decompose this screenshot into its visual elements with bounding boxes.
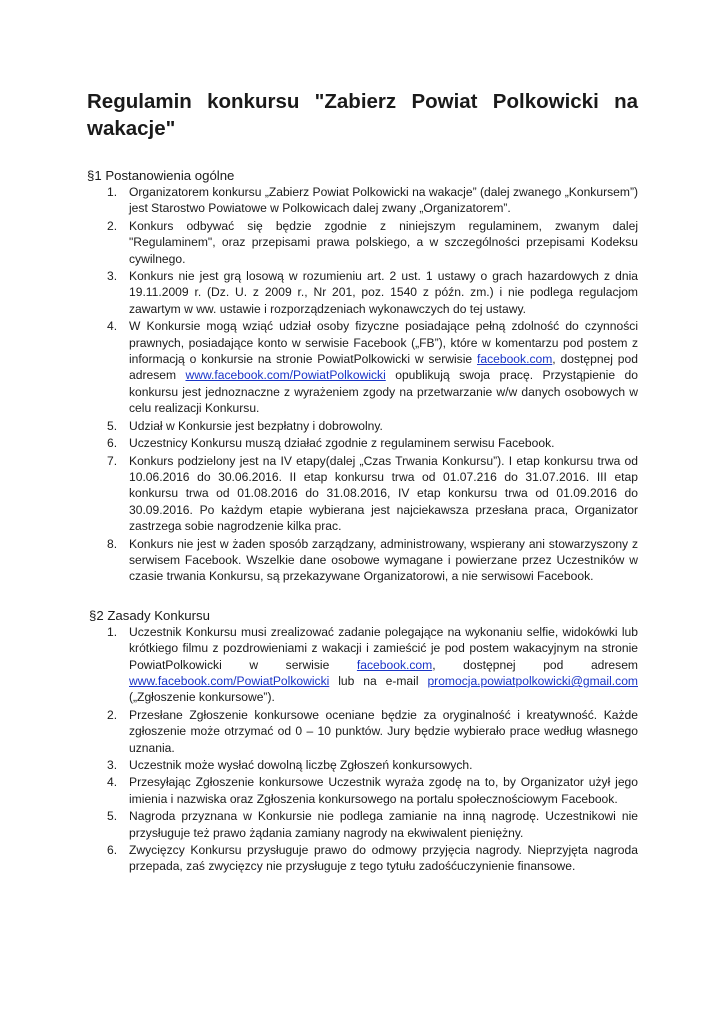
item-text-part: Uczestnik Konkursu musi zrealizować zadanie polegające na wykonaniu selfie, widokówki lub krótkiego filmu z pozdrowieniami z wakacji i zamieścić je pod postem wakacyjnym na stronie PowiatPolkowicki w serwisie — [129, 624, 638, 672]
item-text: Nagroda przyznana w Konkursie nie podlega zamianie na inną nagrodę. Uczestnikowi nie przysługuje też prawo żądania zamiany nagrody na ekwiwalent pieniężny. — [129, 809, 638, 840]
item-text-part: , dostępnej pod adresem — [129, 352, 638, 383]
item-text-part: lub na e-mail — [329, 673, 428, 688]
item-number: 5. — [107, 809, 118, 824]
facebook-page-link[interactable]: www.facebook.com/PowiatPolkowicki — [185, 368, 386, 383]
item-text: Uczestnicy Konkursu muszą działać zgodnie z regulaminem serwisu Facebook. — [129, 436, 555, 451]
item-number: 5. — [107, 418, 118, 433]
list-item — [87, 624, 638, 706]
list-item — [87, 453, 638, 535]
list-item — [87, 757, 638, 773]
item-text: Konkurs odbywać się będzie zgodnie z niniejszym regulaminem, zwanym dalej "Regulaminem", oraz przepisami prawa polskiego, a w szczególności przepisami Kodeksu cywilnego. — [129, 218, 638, 266]
item-text: Przesłane Zgłoszenie konkursowe oceniane będzie za oryginalność i kreatywność. Każde zgłoszenie może otrzymać od 0 – 10 punktów. Jury będzie wybierało prace według własnego uznania. — [129, 707, 638, 755]
item-text: Konkurs podzielony jest na IV etapy(dalej „Czas Trwania Konkursu”). I etap konkursu trwa od 10.06.2016 do 30.06.2016. II etap konkursu trwa od 01.07.216 do 31.07.2016. III etap konkursu trwa od 01.08.2016 do 31.08.2016, IV etap konkursu trwa od 01.09.2016 do 30.09.2016. Po każdym etapie wybierana jest najciekawsza przesłana praca, Organizator zastrzega sobie nagrodzenie kilka prac. — [129, 453, 638, 534]
list-item — [87, 184, 638, 217]
section-2-list — [87, 624, 638, 875]
list-item — [87, 318, 638, 416]
item-number: 2. — [107, 707, 118, 722]
document-title: Regulamin konkursu "Zabierz Powiat Polkowicki na wakacje" — [87, 90, 638, 140]
list-item — [87, 435, 638, 451]
item-number: 1. — [107, 624, 118, 639]
section-2-heading: §2 Zasady Konkursu — [89, 607, 210, 623]
section-1-heading: §1 Postanowienia ogólne — [87, 168, 235, 183]
facebook-link[interactable]: facebook.com — [477, 352, 553, 367]
list-item — [87, 707, 638, 756]
list-item — [87, 418, 638, 434]
item-text: Uczestnik może wysłać dowolną liczbę Zgłoszeń konkursowych. — [129, 758, 473, 772]
facebook-page-link[interactable]: www.facebook.com/PowiatPolkowicki — [129, 673, 330, 688]
item-number: 4. — [107, 775, 118, 790]
item-text-part: opublikują swoja pracę. Przystąpienie do konkursu jest jednoznaczne z wyrażeniem zgody na przetwarzanie w/w danych osobowych w celu realizacji Konkursu. — [129, 368, 638, 416]
list-item — [87, 808, 638, 841]
section-1-list — [87, 184, 638, 585]
item-number: 6. — [107, 843, 118, 858]
item-number: 3. — [107, 269, 118, 284]
item-number: 7. — [107, 453, 118, 468]
item-text — [129, 319, 638, 415]
list-item — [87, 536, 638, 585]
list-item — [87, 842, 638, 875]
item-text: Przesyłając Zgłoszenie konkursowe Uczestnik wyraża zgodę na to, by Organizator użył jego imienia i nazwiska oraz Zgłoszenia konkursowego na portalu społecznościowym Facebook. — [129, 775, 638, 806]
item-number: 3. — [107, 758, 118, 772]
item-number: 8. — [107, 536, 118, 551]
item-text: Konkurs nie jest w żaden sposób zarządzany, administrowany, wspierany ani stowarzyszony z serwisem Facebook. Wszelkie dane osobowe wymagane i powierzane przez Uczestników w czasie trwania Konkursu, są przekazywane Organizatorowi, a nie serwisowi Facebook. — [129, 536, 638, 584]
item-number: 2. — [107, 218, 118, 233]
list-item — [87, 774, 638, 807]
item-text-part: , dostępnej pod adresem — [432, 657, 639, 672]
item-text: Zwycięzcy Konkursu przysługuje prawo do odmowy przyjęcia nagrody. Nieprzyjęta nagroda przepada, zaś zwycięzcy nie przysługuje z tego tytułu zadośćuczynienie finansowe. — [129, 843, 638, 874]
item-number: 6. — [107, 436, 118, 451]
list-item — [87, 218, 638, 267]
email-link[interactable]: promocja.powiatpolkowicki@gmail.com — [427, 673, 638, 688]
item-text-part: W Konkursie mogą wziąć udział osoby fizyczne posiadające pełną zdolność do czynności prawnych, posiadające konto w serwisie Facebook („FB”), które w komentarzu pod postem z informacją o konkursie na stronie PowiatPolkowicki w serwisie — [129, 319, 638, 367]
item-text: Udział w Konkursie jest bezpłatny i dobrowolny. — [129, 418, 383, 433]
item-text: Konkurs nie jest grą losową w rozumieniu art. 2 ust. 1 ustawy o grach hazardowych z dnia 19.11.2009 r. (Dz. U. z 2009 r., Nr 201, poz. 1540 z późn. zm.) i nie podlega regulacjom zawartym w ww. ustawie i rozporządzeniach wykonawczych do tej ustawy. — [129, 269, 638, 316]
item-text-part: („Zgłoszenie konkursowe”). — [129, 690, 275, 705]
item-number: 1. — [107, 185, 118, 199]
item-text — [129, 625, 638, 705]
item-text: Organizatorem konkursu „Zabierz Powiat Polkowicki na wakacje” (dalej zwanego „Konkursem”) jest Starostwo Powiatowe w Polkowicach dalej zwany „Organizatorem”. — [129, 185, 638, 216]
list-item — [87, 268, 638, 317]
item-number: 4. — [107, 319, 118, 334]
facebook-link[interactable]: facebook.com — [356, 657, 433, 672]
